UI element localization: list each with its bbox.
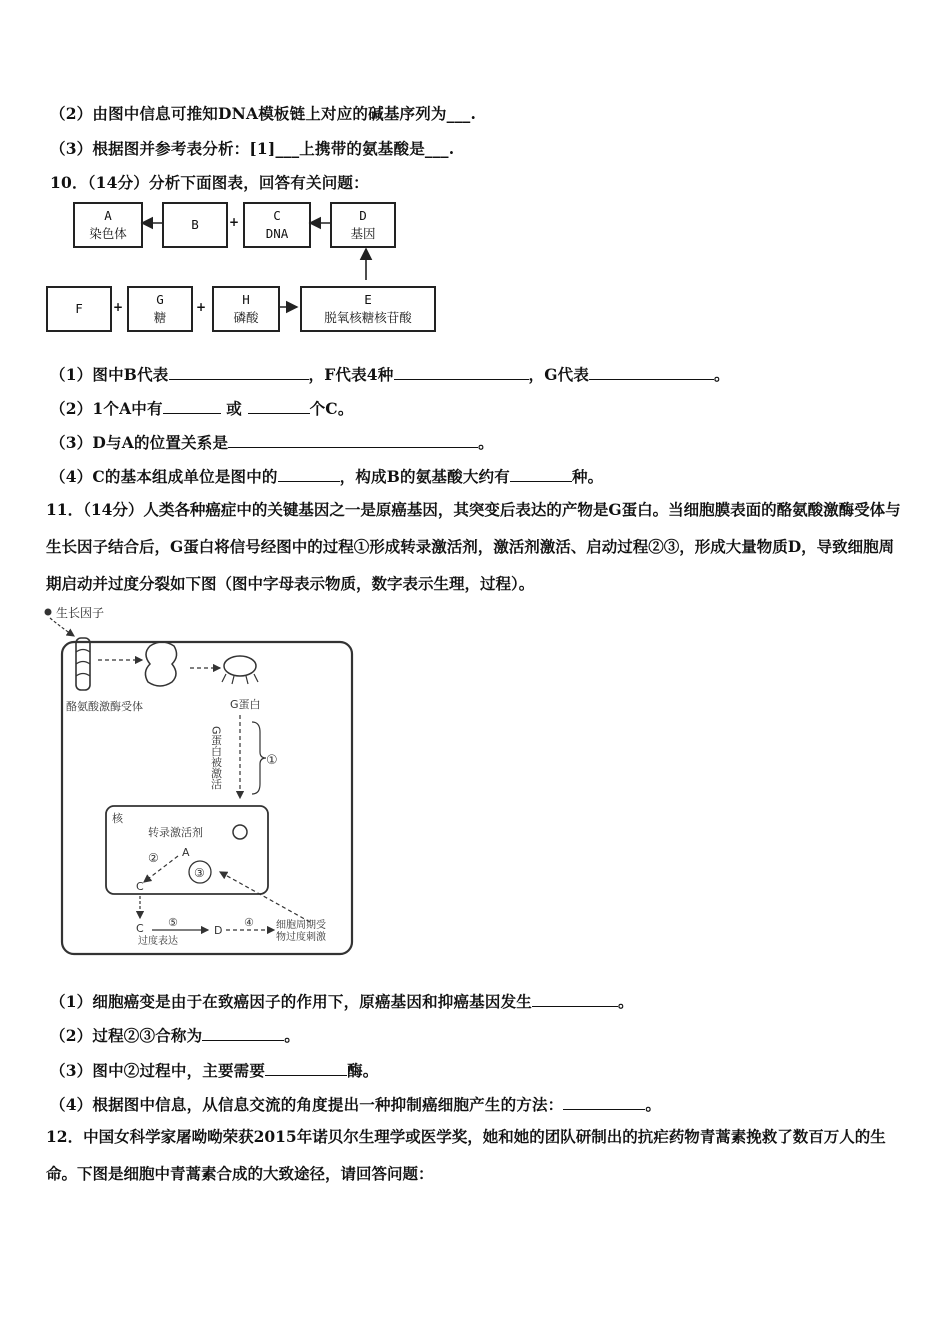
q11-figure: [40, 600, 370, 970]
activator-icon: [233, 825, 247, 839]
A-label: A: [182, 846, 190, 859]
box-A-label: 染色体: [89, 226, 127, 241]
answer-blank[interactable]: [532, 991, 618, 1008]
q9-part2: （2）由图中信息可推知DNA模板链上对应的碱基序列为___.: [50, 104, 477, 123]
q11-sub4: （4）根据图中信息，从信息交流的角度提出一种抑制癌细胞产生的方法： 。: [50, 1095, 662, 1114]
q10-sub4: （4）C的基本组成单位是图中的 ，构成B的氨基酸大约有 种。: [50, 467, 604, 486]
plus-sign: +: [229, 215, 240, 229]
answer-blank[interactable]: [278, 466, 340, 483]
step1-label: ①: [266, 753, 278, 768]
q11-sub2: （2）过程②③合称为 。: [50, 1026, 300, 1045]
q10-sub2: （2）1个A中有 或 个C。: [50, 399, 354, 418]
box-F-letter: F: [75, 301, 83, 316]
step3-label: ③: [194, 866, 205, 880]
box-C-label: DNA: [265, 226, 289, 241]
answer-blank[interactable]: [265, 1060, 347, 1077]
answer-blank[interactable]: [228, 432, 478, 449]
box-H-label: 磷酸: [233, 310, 259, 325]
step4-label: ④: [244, 916, 254, 929]
growth-factor-dot: [45, 609, 52, 616]
cell-membrane: [62, 642, 352, 954]
cell-cycle-label-1: 细胞周期受: [276, 920, 326, 931]
q10-header: 10．（14分）分析下面图表，回答有关问题：: [50, 173, 369, 192]
answer-blank[interactable]: [202, 1025, 284, 1042]
q11-text: 11．（14分）人类各种癌症中的关键基因之一是原癌基因，其突变后表达的产物是G蛋白。当细胞膜表面的酪氨酸激酶受体与生长因子结合后，G蛋白将信号经图中的过程①形成转录激活剂，激活剂激活、启动过程②③，形成大量物质D，导致细胞周期启动并过度分裂如下图（图中字母表示物质，数字表示生理，过程）。: [46, 500, 901, 593]
nucleus-label: 核: [112, 812, 123, 825]
C-label: C: [136, 880, 144, 893]
receptor-icon: [76, 638, 90, 690]
box-E-letter: E: [364, 292, 372, 307]
growth-factor-arrow: [50, 618, 74, 636]
box-G-letter: G: [156, 292, 164, 307]
D-label: D: [214, 924, 223, 937]
step2-label: ②: [148, 851, 159, 865]
answer-blank[interactable]: [589, 364, 714, 381]
answer-blank[interactable]: [169, 364, 309, 381]
box-H-letter: H: [242, 292, 250, 307]
step5-label: ⑤: [168, 916, 178, 929]
g-activate-label: G蛋白被激活: [209, 726, 223, 790]
answer-blank[interactable]: [563, 1094, 645, 1111]
diagram-arrows: [0, 0, 450, 340]
q11-sub3: （3）图中②过程中，主要需要 酶。: [50, 1061, 379, 1080]
growth-factor-label: 生长因子: [56, 606, 105, 620]
answer-blank[interactable]: [510, 466, 572, 483]
answer-blank[interactable]: [163, 398, 221, 415]
g-protein-icon: [145, 642, 176, 686]
box-E-label: 脱氧核糖核苷酸: [324, 310, 412, 325]
plus-sign: +: [113, 300, 124, 314]
box-D-letter: D: [359, 208, 367, 223]
q9-part3: （3）根据图并参考表分析：[1]___上携带的氨基酸是___.: [50, 139, 455, 158]
feedback-arrow: [220, 872, 310, 922]
answer-blank[interactable]: [248, 398, 310, 415]
C-over-label: C: [136, 922, 144, 935]
g-protein-label: G蛋白: [230, 698, 261, 711]
q10-sub3: （3）D与A的位置关系是 。: [50, 433, 494, 452]
q12-text: 12．中国女科学家屠呦呦荣获2015年诺贝尔生理学或医学奖，她和她的团队研制出的抗疟药物青蒿素挽救了数百万人的生命。下图是细胞中青蒿素合成的大致途径，请回答问题：: [46, 1127, 886, 1183]
receptor-label: 酪氨酸激酶受体: [66, 700, 143, 713]
process1-brace: [252, 722, 266, 794]
q10-sub1: （1）图中B代表 ，F代表4种 ，G代表 。: [50, 365, 730, 384]
activator-label: 转录激活剂: [148, 826, 203, 839]
plus-sign: +: [196, 300, 207, 314]
box-A-letter: A: [104, 208, 112, 223]
cell-cycle-label-2: 物过度刺激: [276, 932, 326, 943]
box-D-label: 基因: [350, 226, 376, 241]
box-C-letter: C: [273, 208, 281, 223]
over-expression-label: 过度表达: [138, 936, 178, 947]
q11-sub1: （1）细胞癌变是由于在致癌因子的作用下，原癌基因和抑癌基因发生 。: [50, 992, 634, 1011]
box-B-letter: B: [191, 217, 199, 232]
activated-g-protein-icon: [222, 656, 258, 684]
box-G-label: 糖: [153, 310, 167, 325]
answer-blank[interactable]: [394, 364, 529, 381]
